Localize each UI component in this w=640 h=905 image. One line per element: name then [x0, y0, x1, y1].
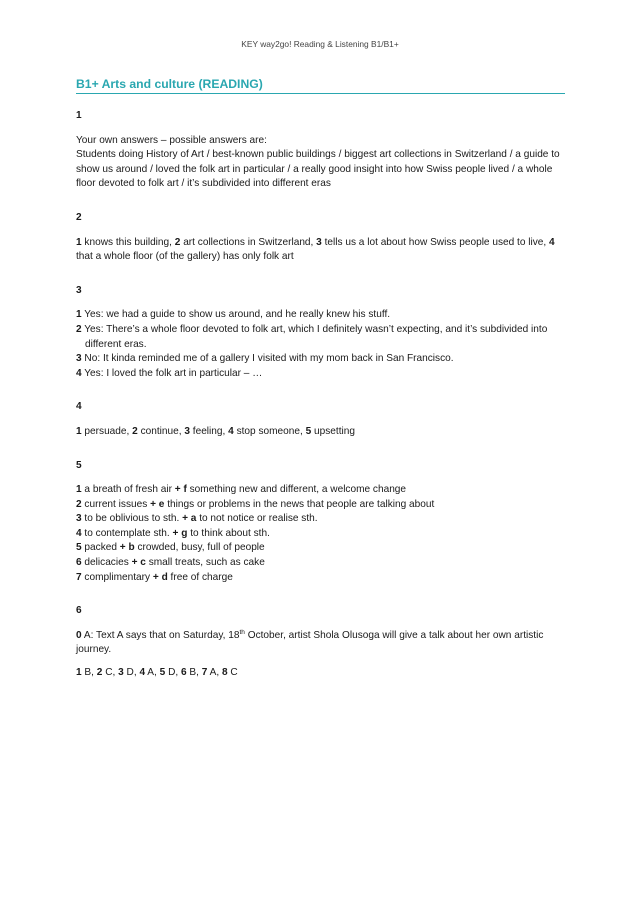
item-number: 1 [76, 667, 82, 679]
item-number: 5 [159, 667, 166, 679]
item-number: 4 [139, 667, 146, 679]
answer-text: persuade, [81, 425, 133, 437]
list-item [76, 367, 565, 382]
definition: to not notice or realise sth. [196, 513, 318, 525]
section-3 [76, 284, 565, 382]
answer-text: continue, [137, 425, 185, 437]
running-head: KEY way2go! Reading & Listening B1/B1+ [241, 39, 399, 49]
item-number: 1 [76, 425, 82, 437]
example-text: October, artist Shola Olusoga will give a talk about her own artistic journey. [76, 629, 544, 656]
item-number: 1 [76, 309, 82, 321]
definition: to think about sth. [187, 527, 270, 539]
list-item [76, 571, 565, 586]
item-number: 4 [76, 527, 82, 539]
item-number: 5 [76, 542, 82, 554]
answer-key-content [76, 109, 565, 700]
section-1 [76, 109, 565, 192]
section-1-number: 1 [76, 110, 82, 121]
item-number: 2 [96, 667, 103, 679]
item-number: 2 [76, 323, 82, 335]
item-number: 4 [228, 425, 234, 437]
item-number: 2 [132, 425, 138, 437]
item-number: 3 [184, 425, 190, 437]
answer-text: C, [102, 667, 119, 679]
item-number: 1 [76, 484, 82, 496]
section-2 [76, 211, 565, 265]
section-2-number: 2 [76, 211, 82, 223]
answer-text: A, [145, 667, 160, 679]
section-4-number: 4 [76, 401, 82, 413]
section-6 [76, 604, 565, 680]
section-6-number: 6 [76, 605, 82, 617]
answer-text: tells us a lot about how Swiss people used to live, [321, 236, 550, 248]
section-6-answers [76, 666, 565, 681]
item-number: 4 [76, 367, 82, 379]
item-number: 3 [316, 236, 322, 248]
item-number: 6 [180, 667, 187, 679]
answer-text: D, [123, 667, 140, 679]
answer-text: that a whole floor (of the gallery) has only folk art [76, 251, 294, 263]
definition: small treats, such as cake [145, 557, 265, 569]
term: packed [81, 542, 120, 554]
section-6-example [76, 629, 565, 658]
match-letter: + g [172, 527, 188, 539]
list-item [76, 498, 565, 513]
definition: free of charge [167, 571, 233, 583]
item-number: 2 [174, 236, 181, 248]
answer-text: stop someone, [233, 425, 306, 437]
match-letter: + d [152, 571, 168, 583]
section-1-body: Students doing History of Art / best-known public buildings / biggest art collections in Switzerland / a guide to show us around / loved the folk art in particular / a really good insight into how Swiss people lived / a whole floor devoted to folk art / it’s subdivided into different eras [76, 149, 560, 190]
answer-text: art collections in Switzerland, [180, 236, 317, 248]
match-letter: + f [174, 484, 187, 496]
match-letter: + b [119, 542, 135, 554]
section-5-number: 5 [76, 459, 82, 471]
term: to be oblivious to sth. [81, 513, 183, 525]
ordinal-suffix: th [239, 628, 245, 636]
section-5 [76, 459, 565, 586]
list-item [76, 352, 565, 367]
section-1-intro: Your own answers – possible answers are: [76, 134, 267, 146]
item-number: 8 [221, 667, 228, 679]
answer-text: No: It kinda reminded me of a gallery I visited with my mom back in San Francisco. [81, 353, 454, 365]
answer-text: upsetting [311, 425, 355, 437]
item-number: 7 [201, 667, 208, 679]
term: to contemplate sth. [81, 527, 173, 539]
definition: something new and different, a welcome change [186, 484, 407, 496]
item-number: 3 [76, 513, 82, 525]
list-item [76, 483, 565, 498]
answer-text: Yes: I loved the folk art in particular – … [81, 367, 263, 379]
item-number: 0 [76, 629, 82, 641]
item-number: 1 [76, 236, 82, 248]
definition: things or problems in the news that people are talking about [164, 498, 435, 510]
item-number: 2 [76, 498, 82, 510]
match-letter: + a [182, 513, 197, 525]
item-number: 6 [76, 557, 82, 569]
match-letter: + e [150, 498, 165, 510]
section-4-answers [76, 425, 565, 440]
item-number: 3 [118, 667, 124, 679]
item-number: 4 [549, 236, 555, 248]
item-number: 3 [76, 353, 82, 365]
section-3-number: 3 [76, 284, 82, 296]
section-4 [76, 400, 565, 439]
answer-text: B, [81, 667, 97, 679]
list-item [76, 556, 565, 571]
term: a breath of fresh air [81, 484, 175, 496]
answer-text: B, [186, 667, 202, 679]
term: complimentary [81, 571, 153, 583]
list-item [76, 323, 565, 352]
item-number: 5 [305, 425, 312, 437]
answer-text: A, [207, 667, 222, 679]
list-item [76, 308, 565, 323]
list-item [76, 512, 565, 527]
list-item [76, 541, 565, 556]
answer-text: Yes: There’s a whole floor devoted to folk art, which I definitely wasn’t expecting, and it’s subdivided into different eras. [81, 323, 548, 350]
page-title: B1+ Arts and culture (READING) [76, 77, 565, 94]
term: delicacies [81, 557, 132, 569]
section-2-answers [76, 236, 565, 265]
term: current issues [81, 498, 151, 510]
answer-text: C [227, 667, 238, 679]
definition: crowded, busy, full of people [134, 542, 265, 554]
answer-text: feeling, [189, 425, 229, 437]
answer-text: D, [165, 667, 181, 679]
answer-text: Yes: we had a guide to show us around, and he really knew his stuff. [81, 309, 391, 321]
match-letter: + c [131, 557, 146, 569]
example-text: A: Text A says that on Saturday, 18 [81, 629, 240, 641]
item-number: 7 [76, 571, 82, 583]
list-item [76, 527, 565, 542]
answer-text: knows this building, [81, 236, 175, 248]
